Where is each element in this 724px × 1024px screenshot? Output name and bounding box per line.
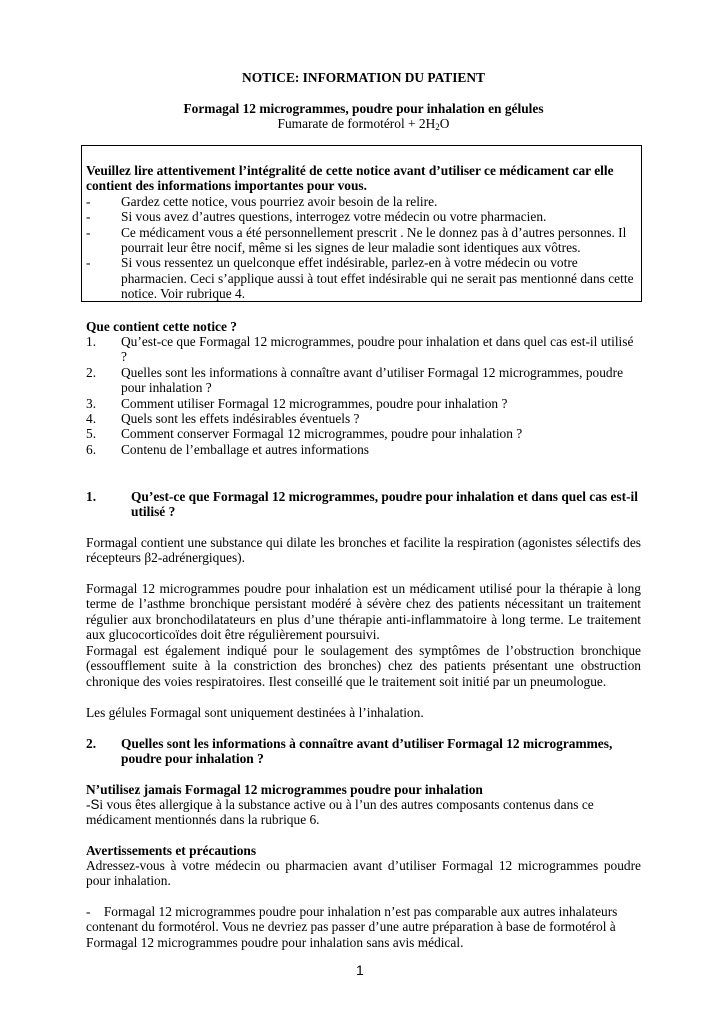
section-title: Quelles sont les informations à connaître avant d’utiliser Formagal 12 microgrammes, poudre pour inhalation ? (121, 736, 613, 767)
warning-intro: Veuillez lire attentivement l’intégralité de cette notice avant d’utiliser ce médicament car elle contient des informations importantes pour vous. (86, 163, 614, 194)
contents-item (86, 334, 638, 365)
section-number: 1. (86, 489, 97, 504)
warning-box-content (86, 163, 638, 302)
item-number: 4. (86, 411, 97, 427)
page-number: 1 (356, 962, 364, 978)
contents-list (86, 334, 638, 457)
contents-item (86, 426, 638, 441)
contraindications-heading: N’utilisez jamais Formagal 12 microgrammes poudre pour inhalation (86, 782, 483, 797)
item-text: Qu’est-ce que Formagal 12 microgrammes, poudre pour inhalation et dans quel cas est-il utilisé ? (121, 334, 634, 365)
active-substance (86, 116, 641, 131)
warning-item-text: Si vous avez d’autres questions, interrogez votre médecin ou votre pharmacien. (121, 209, 547, 225)
item-number: 5. (86, 426, 97, 442)
warnings-paragraph (86, 904, 641, 950)
warning-item-text: Si vous ressentez un quelconque effet indésirable, parlez-en à votre médecin ou votre pharmacien. Ceci s’applique aussi à tout effet indésirable qui ne serait pas mentionné dans cette notice. Voir rubrique 4. (121, 255, 634, 302)
item-text: Comment conserver Formagal 12 microgrammes, poudre pour inhalation ? (121, 426, 523, 442)
dash-marker: - (86, 797, 91, 812)
item-text: Contenu de l’emballage et autres informations (121, 441, 370, 457)
section-1-paragraph: Formagal 12 microgrammes poudre pour inhalation est un médicament utilisé pour la thérapie à long terme de l’asthme bronchique persistant modéré à sévère chez des patients nécessitant un traitement régulier aux bronchodilatateurs en plus d’une thérapie anti-inflammatoire à long terme. Le traitement aux glucocorticoïdes doit être régulièrement poursuivi. (86, 581, 641, 643)
contraindication-body: i vous êtes allergique à la substance active ou à l’un des autres composants contenus dans ce médicament mentionnés dans la rubrique 6. (86, 797, 594, 828)
bullet-marker: - (86, 255, 91, 271)
substance-suffix: O (439, 116, 450, 131)
bullet-marker: - (86, 209, 91, 225)
warning-item (86, 255, 638, 301)
dash-marker: - (86, 904, 91, 919)
substance-subscript: 2 (435, 122, 440, 132)
section-1-paragraph: Formagal est également indiqué pour le soulagement des symptômes de l’obstruction bronchique (essoufflement suite à la constriction des bronches) chez des patients présentant une obstruction chronique des voies respiratoires. Ilest conseillé que le traitement soit initié par un pneumologue. (86, 643, 641, 689)
warnings-heading: Avertissements et précautions (86, 843, 257, 858)
item-text: Quelles sont les informations à connaître avant d’utiliser Formagal 12 microgrammes, poudre pour inhalation ? (121, 364, 624, 396)
product-name: Formagal 12 microgrammes, poudre pour inhalation en gélules (183, 101, 544, 116)
section-2-heading (86, 736, 641, 767)
drop-letter: S (90, 797, 100, 812)
item-number: 2. (86, 364, 97, 380)
contraindications-text (86, 797, 641, 828)
contents-item (86, 396, 638, 411)
substance-prefix: Fumarate de formotérol + 2H (277, 116, 436, 131)
section-1-paragraph: Formagal contient une substance qui dilate les bronches et facilite la respiration (agonistes sélectifs des récepteurs β2-adrénergiques). (86, 535, 641, 566)
warning-item-text: Ce médicament vous a été personnellement prescrit . Ne le donnez pas à d’autres personnes. Il pourrait leur être nocif, même si les signes de leur maladie sont identiques aux vôtres. (121, 224, 627, 256)
bullet-marker: - (86, 224, 91, 240)
section-title: Qu’est-ce que Formagal 12 microgrammes, poudre pour inhalation et dans quel cas est-il utilisé ? (131, 489, 638, 520)
item-number: 3. (86, 395, 97, 411)
warning-item (86, 209, 638, 224)
document-title: NOTICE: INFORMATION DU PATIENT (242, 70, 485, 85)
contents-item (86, 365, 638, 396)
item-number: 1. (86, 334, 97, 349)
bullet-marker: - (86, 193, 91, 209)
item-text: Comment utiliser Formagal 12 microgrammes, poudre pour inhalation ? (121, 395, 508, 411)
warning-item (86, 194, 638, 209)
warning-item-text: Gardez cette notice, vous pourriez avoir besoin de la relire. (121, 193, 438, 209)
warnings-paragraph: Adressez-vous à votre médecin ou pharmacien avant d’utiliser Formagal 12 microgrammes poudre pour inhalation. (86, 858, 641, 889)
warning-item (86, 225, 638, 256)
section-1-paragraph: Les gélules Formagal sont uniquement destinées à l’inhalation. (86, 705, 424, 720)
warnings-body: Formagal 12 microgrammes poudre pour inhalation n’est pas comparable aux autres inhalateurs contenant du formotérol. Vous ne devriez pas passer d’une autre préparation à base de formotérol à Formagal 12 microgrammes poudre pour inhalation sans avis médical. (86, 904, 618, 950)
contents-item (86, 411, 638, 426)
contents-heading: Que contient cette notice ? (86, 319, 237, 334)
item-text: Quels sont les effets indésirables éventuels ? (121, 411, 360, 427)
section-1-heading (86, 489, 641, 520)
section-number: 2. (86, 736, 97, 751)
contents-item (86, 442, 638, 457)
item-number: 6. (86, 441, 97, 457)
